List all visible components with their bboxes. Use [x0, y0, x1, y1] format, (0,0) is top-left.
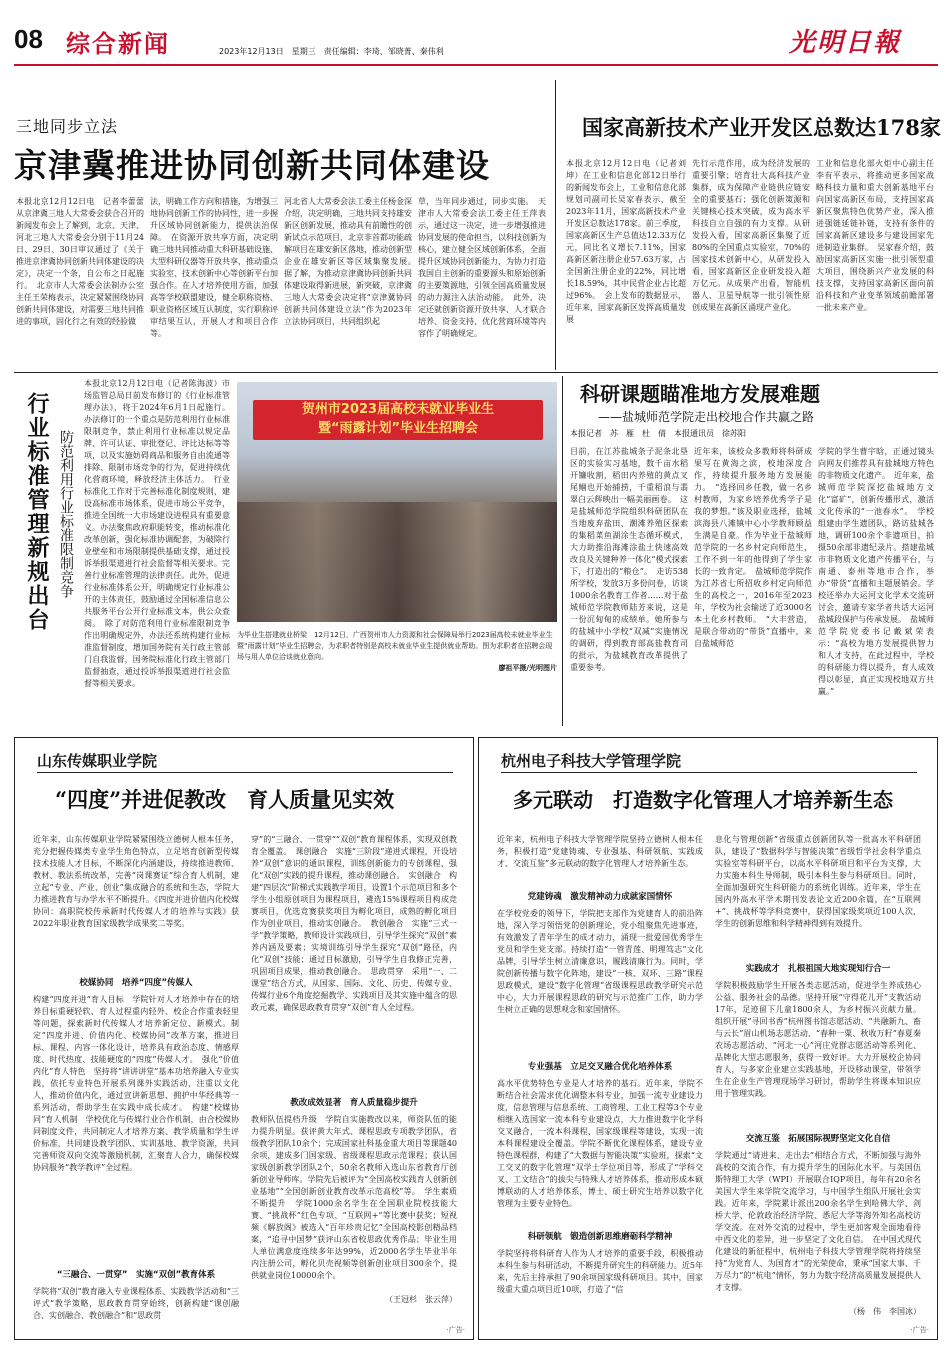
advertorial-subhead: “三融合、一贯穿” 实施“双创”教育体系 — [56, 1270, 216, 1280]
photo-caption-text: 为毕业生搭建就业桥梁 12月12日，广西贺州市人力资源和社会保障局举行2023届高校未就业毕业生暨“雨露计划”毕业生招聘会，为求职者特别是高校未就业毕业生提供就业帮助。图为求职者在招聘会现场与用人单位洽谈就业意向。 — [237, 631, 553, 661]
masthead — [14, 16, 938, 62]
date-line: 2023年12月13日 星期三 责任编辑：李琦、邹晓菁、秦伟利 — [219, 47, 444, 56]
article-headline: 国家高新技术产业开发区总数达178家 — [582, 115, 941, 140]
horizontal-divider — [14, 372, 938, 373]
advertorial-paragraph: 构建“四度并进”育人目标 学院针对人才培养中存在的培养目标重硬轻软、育人过程重内轻外、校企合作重表轻里等问题，探索新时代传媒人才培养新定位、新模式。制定“四度并进、价值内化、校媒协同”改革方案，推进目标、课程、内容一体化设计，培养具有政治态度、情感厚度、时代热度、技能硬度的“四度”传媒人才。 强化“价值内化”育人特色 坚持将“讲讲讲堂”基本功培养融入专业实践，依托专业特色开展系列课外实践活动，注重以文化人，推动价值内化，通过宣讲新思想、拥护中华经典等一系列活动，帮助学生在实践中成长成才。 构建“校媒协同”育人机制 学校优化与传媒行业合作机制，由合校媒协同制度文件，共同制定人才培养方案、教学质量和学生评价标准，共同建设教学团队、实训基地、教学资源，共同完善师资双向交流等激励机制，汇聚育人合力，确保校媒协同服务“教学教评”全过程。 — [33, 995, 239, 1172]
advertorial-col1 — [33, 834, 239, 1330]
advertorial-subhead: 实践成才 扎根祖国大地实现知行合一 — [745, 964, 891, 974]
article-kicker: 三地同步立法 — [16, 117, 119, 136]
advertorial-signature: （杨 伟 李国冰） — [849, 1307, 921, 1316]
photo-banner-line1: 贺州市2023届高校未就业毕业生 — [301, 402, 495, 417]
advertorial-subhead: 教改成效显著 育人质量稳步提升 — [290, 1098, 418, 1108]
article-body-col3: 学院的学生曹宇晗，正通过镜头向网友们推荐具有盐城地方特色的非物质文化遗产。 近年来，盐城师范学院深挖盐城地方文化“富矿”，创新传播形式，激活文化传承的“一池春水”。 学校组建由学生遗团队，路访盐城各地，调研100余个非遗项目，拍摄50余部非遗纪录片。搭建盐城市非物质文化遗产传播平台，与南通、泰州等地市合作，举办“带货”直播和主题展销会。学校还举办大运河文化学术交流研讨会，邀请专家学者共话大运河盐城段保护与传承发展。 盐城师范学院党委书记戴斌荣表示：“高校为地方发展提供智力和人才支持，在此过程中，学校的科研能力得以提升，育人成效得以彰显，真正实现校地双方共赢。” — [818, 447, 934, 696]
advertorial-signature: （王冠杉 张云萍） — [385, 1295, 457, 1304]
advertorial-paragraph: 近年来，杭州电子科技大学管理学院坚持立德树人根本任务，积极打造“党建铸魂、专业强基、科研领航、实践成才、交流互鉴”多元联动的数字化管理人才培养新生态。 — [497, 835, 703, 868]
advertorial-subhead: 党建铸魂 激发精神动力成就家国情怀 — [527, 892, 673, 902]
advertorial-col1 — [497, 834, 703, 1330]
article-body-col1: 本报北京12月12日电（记者刘坤）在工业和信息化部12日举行的新闻发布会上，工业和信息化部规划司副司长吴家春表示，截至2023年11月，国家高新技术产业开发区总数达178家。前三季度，国家高新区生产总值达12.33万亿元，同比名义增长7.11%，国家高新区新注册企业57.63万家，占全国新注册企业的22%，同比增长18.59%，其中民营企业占比超过96%。 会上发布的数据显示，近年来，国家高新区发挥高质量发展 — [566, 159, 686, 324]
advertorial-subhead: 校媒协同 培养“四度”传媒人 — [79, 978, 193, 988]
advertorial-right — [478, 737, 938, 1340]
news-photo — [237, 382, 557, 622]
advertorial-paragraph: 学院积极鼓励学生开展各类志愿活动，促进学生养成热心公益、服务社会的品德。坚持开展“守得花儿开”支教活动17年，足迹留下儿童1800余人，为乡村振兴贡献力量。组织开展“寻回书香”杭州图书馆志愿活动、“共融新九、畜与云长”眉山机场志愿活动、“春种一粟、秋收万籽”春夏秦农场志愿活动、“河北一心”河庄党群志愿活动等系列化、品牌化大型志愿服务，获得一致好评。大力开展校企协同育人，与多家企业建立实践基地，开设移动课堂，带领学生在企业生产管理现场学习研讨，帮助学生将课本知识应用于管理实践。 — [715, 981, 921, 1098]
newspaper-logo: 光明日報 — [789, 28, 902, 58]
advertorial-paragraph: 高水平优势特色专业是人才培养的基石。近年来，学院不断结合社会需求优化调整本科专业，加强一流专业建设力度，信息管理与信息系统、工商管理、工业工程等3个专业相继入选国家一流本科专业建设点，大力推进数字化学科交叉融合，一流本科课程、国家级课程等建设，实现一流本科课程建设全覆盖。学院不断优化课程体系，建设专业特色课程群，构建了“大数据与智能决策”实验班，探索“文工交叉的数字化管理”双学士学位项目等，形成了“学科交叉、工文结合”的拔尖与特殊人才培养体系，推动形成本硕博联动的人才培养体系，博士、硕士研究生培养以数字化管理为主要专业特色。 — [497, 1079, 703, 1208]
advertorial-col2 — [715, 834, 921, 1330]
article-body: 本报北京12月12日电（记者陈海波）市场监管总局日前发布修订的《行业标准管理办法》，将于2024年6月1日起施行。办法修订的一个重点是防范利用行业标准限制竞争，禁止利用行业标准以规定品牌、许可认证、审批登记、评比达标等等项，以及实施妨碍商品和服务自由流通等排除、限制市场竞争的行为，促进持续优化营商环境，释放经济主体活力。 行业标准化工作对于完善标准化制度规则，建设高标准市场体系，促进市场公平竞争，推进全国统一大市场建设进程具有重要意义。办法聚焦政府职能转变，推动标准化改革创新，强化标准协调配套，为破除行业壁垒和市场限制提供基础支撑，通过投诉举报渠道进行社会监督等相关要求。完善行业标准管理的法律责任。此外，促进行业标准体系公开，明确规定行业标准公开的主体责任，鼓励通过全国标准信息公共服务平台公开行业标准文本，供公众查阅。 除了对防范利用行业标准限制竞争作出明确规定外，办法还系统构建行业标准监督制度，增加国务院有关行政主管部门自我监督，国务院标准化行政主管部门监督抽查，通过投诉举报渠道进行社会监督等相关要求。 — [84, 379, 230, 688]
advertorial-paragraph: 穿”的“三融合、一贯穿”“双创”教育课程体系，实现双创教育全覆盖。 课创融合 实施“三阶段”递进式课程，开设培养“双创”意识的通识课程，训练创新能力的专创课程、强化“双创”实践的提升课程，推动课创融合。 实创融合 构建“四层次”阶梯式实践教学项目，设置1个示范项目和多个学生小组原创项目为课程项目，遴选15%课程项目构成竞赛项目，优选竞赛获奖项目为孵化项目，成熟的孵化项目作为创业项目，推动实创融合。 教创融合 实施“三式一学”教学策略，教师设计实践项目，引导学生探究“双创”素养内涵及要素；实境训练引导学生探究“双创”路径，内化“双创”技能；通过目标激励，引导学生自我修正完善，巩固项目成果，推动教创融合。 思政贯穿 采用“一、二课堂”结合方式，从国家、国际、文化、历史、传媒专业、传媒行业6个角度挖掘教学、实践项目及其实施中蕴含的思政元素，确保思政教育贯穿“双创”育人全过程。 — [251, 835, 457, 1012]
article-body-col2: 先行示范作用，成为经济发展的重要引擎；培育壮大高科技产业集群，成为保障产业链供应链安全的重要基石；强化创新策源和关键核心技术突破，成为高水平科技自立自强的有力支撑。从研发投入看，国家高新区集聚了近80%的全国重点实验室，70%的国家技术创新中心，从研发投入看，国家高新区企业研发投入超万亿元。从成果产出看，智能机器人、卫星导航等一批引领性原创成果在高新区涌现产业化。 — [692, 159, 810, 312]
masthead-rule — [14, 64, 938, 66]
photo-banner-line2: 暨“雨露计划”毕业生招聘会 — [317, 421, 479, 436]
advertorial-paragraph: 在学校党委的领导下，学院把支部作为党建育人的前沿阵地，深入学习领悟党的创新理论，党小组聚焦先进事迹，有效激发了青年学生的成才动力，涌现一批爱国优秀学生党员和学生党支部。持续打造“一管青莲、明理笃志”文化品牌，引导学生树立清廉意识，履践清廉行为。同时，学院创新传播与数字化阵地，建设“一核、双环、三路”课程思政模式，建设“数字化管理”省级课程思政教学研究示范中心，大力开展课程思政的研究与示范推广工作，助力学生树立正确的思想观念和家国情怀。 — [497, 909, 703, 1014]
advertorial-subhead: 专业强基 立足交叉融合优化培养体系 — [527, 1062, 673, 1072]
article-body-col3: 河北省人大常委会法工委主任杨金深介绍，决定明确，三地共同支持雄安新区创新发展，推动具有前瞻性的创新试点示范项目，北京非首都功能疏解项目在雄安新区落地，推动创新型企业在雄安新区等区域集聚发展。 据了解，为推动京津冀协同创新共同体建设取得新进展，新突破，京津冀三地人大常委会决定将“京津冀协同创新共同体建设立法”作为2023年立法协同项目，共同组织起 — [284, 197, 420, 326]
advertorial-subhead: 交流互鉴 拓展国际视野坚定文化自信 — [745, 1134, 891, 1144]
advertorial-paragraph: 学院坚持将科研育人作为人才培养的重要手段，积极推动本科生参与科研活动，不断提升研究生的科研能力。近5年来，先后主持承担了90余项国家级科研项目。其中，国家级重大重点项目近10项，打造了“信 — [497, 1249, 703, 1294]
advertorial-school: 杭州电子科技大学管理学院 — [501, 752, 682, 770]
article-headline: 京津冀推进协同创新共同体建设 — [14, 146, 490, 185]
article-vertical-headline: 行业标准管理新规出台 — [24, 392, 50, 632]
advertorial-col2 — [251, 834, 457, 1330]
photo-caption — [237, 630, 557, 726]
article-body-col1: 目前，在江苏盐城条子泥条北垦区的实验实习基地，数千亩水稻开镰收割，稻田内养殖的黄点叉尾鲴也开始捕捞，千重稻浪与翡翠白云辉映出一幅美丽画卷。 这是盐城师范学院组织科研团队在当地废弃盐田、潮滩养殖区探索的集稻菜鱼湖涂生态循环模式，大力助推沿海滩涂盐土快速高效改良及关键种养一体化“模式探索下，打造出的“粮仓”。 走访538所学校，发放3万多份问卷，访谈1000余名教育工作者……对于盐城师范学院教师陆芳来说，这是一份沉甸甸的成绩单。她所参与的盐城中小学校“双减”实施情况的调研，得到教育部高盐教育司的批示，为盐城教育改革提供了重要参考。 — [570, 447, 688, 672]
photo-banner — [253, 400, 543, 440]
article-body-col4: 草，当年同步通过，同步实施。 天津市人大常委会法工委主任王萍表示，通过这一决定，进一步增强推进协同发展的使命担当，以科技创新为核心，建立健全区域创新体系，全面提升区域协同创新能力，为协力打造我国自主创新的重要源头和原始创新的主要策源地，引领全国高质量发展的动力源注入法治动能。 此外，决定还就创新资源开放共享、人才联合培养、资金支持、优化营商环境等内容作了明确规定。 — [418, 197, 546, 338]
article-byline: 本报记者 苏 雁 杜 倩 本报通讯员 徐苏阳 — [570, 429, 746, 438]
article-headline: 科研课题瞄准地方发展难题 — [580, 382, 820, 406]
article-vertical-subtitle: 防范利用行业标准限制竞争 — [58, 430, 74, 598]
article-body-col1: 本报北京12月12日电 记者李蕾蕾 从京津冀三地人大常委会获合召开的新闻发布会上了解到，北京、天津、河北三地人大常委会分别于11月24日、29日、30日审议通过了《关于推进京津冀协同创新共同体建设的决定》，决定一个条，自公布之日起施行。 北京市人大常委会法制办公室主任王荣梅表示，决定紧紧围绕协同创新共同体建设，对需要三地共同推进的事项，固化行之有效的经验做 — [16, 197, 152, 326]
ad-label: ·广告· — [910, 1326, 929, 1334]
advertorial-underline — [501, 772, 917, 773]
advertorial-school: 山东传媒职业学院 — [37, 752, 158, 770]
section-title: 综合新闻 — [66, 30, 170, 58]
advertorial-paragraph: 近年来，山东传媒职业学院紧紧围绕立德树人根本任务，充分把握传媒类专业学生角色特点，立足培育创新型传媒技术技能人才目标，不断深化内涵建设，持续推进教师、教材、教法系统改革，完善“岗课赛证”综合育人机制，建立起“专业、产业、创业”集成融合的系统和生态，学院大力推进教育与办学水平不断提升。《四度并进价值内化校媒协同：高职院校传承新时代传媒人才的培养与实践》获2022年职业教育国家级教学成果奖二等奖。 — [33, 835, 239, 928]
column-divider — [562, 376, 563, 726]
page-number: 08 — [14, 24, 43, 54]
ad-label: ·广告· — [446, 1326, 465, 1334]
article-body-col2: 法，明确工作方向和措施，为增强三地协同创新工作的协同性，进一步握升区域协同创新能力，提供法治保障。 在资源开放共享方面，决定明确三地共同推动重大科研基础设施、大型科研仪器等开放共享，推动重点实验室、技术创新中心等创新平台加强合作。在人才培养使用方面，加强高等学校联盟建设，健全职称资格、职业资格区域互认制度，实行职称评审结果互认，开展人才和项目合作等。 — [150, 197, 278, 338]
article-body-col2: 近年来，该校众多教师将科研成果写在黄海之滨，校地深度合作，持续提升服务地方发展能力。 “选择回乡任教，做一名乡村教师，为家乡培养优秀学子是我的梦想。”该及职业选择，盐城滨海县八滩镇中心小学教师顾益生满是自豪。作为毕业于盐城师范学院的一名乡村定向师范生，工作不到一年的他得到了学生家长的一致肯定。 盐城师范学院作为江苏省七所招收乡村定向师范生的高校之一，2016年至2023年，学校为社会输送了近3000名本土化乡村教师。 “大丰营造，是联合带动的“带货”直播中，来自盐城师范 — [694, 447, 812, 648]
advertorial-headline: “四度”并进促教改 育人质量见实效 — [55, 787, 395, 812]
photo-crowd-shape — [237, 502, 557, 622]
advertorial-paragraph: 学院通过“请进来、走出去”相结合方式，不断加强与海外高校的交流合作，有力提升学生的国际化水平。与美国伍斯特理工大学（WPI）开展联合IQP项目，每年有20余名美国大学生来学院交流学习，与中国学生组队开展社会实践。近年来，学院累计派出200余名学生到哈佛大学、剑桥大学、伦敦政治经济学院、悉尼大学等海外知名高校访学交流。在对外交流的过程中，学生更加客观全面地看待中西文化的差异，进一步坚定了文化自信。 在中国式现代化建设的新征程中，杭州电子科技大学管理学院将持续坚持“为党育人、为国育才”的光荣使命，秉承“国家大事、千万尽力”的“杭电”情怀，努力为数字经济高质量发展提供人才支撑。 — [715, 1151, 921, 1292]
advertorial-underline — [37, 772, 453, 773]
advertorial-paragraph: 学院将“双创”教育融入专业课程体系、实践教学活动和“三评式”教学策略，思政教育贯穿始终，创新构建“课创融合、实创融合、教创融合”和“思政贯 — [33, 1287, 239, 1320]
column-divider — [555, 80, 556, 370]
advertorial-left — [14, 737, 474, 1340]
article-subtitle: ——盐城师范学院走出校地合作共赢之路 — [598, 410, 815, 424]
advertorial-subhead: 科研领航 锻造创新思维磨砺科学精神 — [527, 1232, 673, 1242]
advertorial-headline: 多元联动 打造数字化管理人才培养新生态 — [513, 788, 893, 812]
advertorial-paragraph: 教师队伍提档升级 学院自实施教改以来，师资队伍的能力提升明显。获评黄大年式、课程思政专项教学团队，省级教学团队10余个；完成国家社科基金重大项目等课题40余项，建成多门国家级、省级课程思政示范课程；获认国家级创新教学团队2个，50余名教师入选山东省教育厅创新创业导师库。学院先后被评为“全国高校实践育人创新创业基地”“全国创新创业教育改革示范高校”等。 学生素质不断提升 学院1000余名学生在全国职业院校技能大赛、“挑战杯”红色专项、“互联网+”等比赛中获奖；短视频《解放阁》被选入“百年珍贵记忆”全国高校影创精品档案，“追寻中国梦”获评山东省校思政优秀作品；毕业生用人单位满意度连续多年达99%，近2000名学生毕业半年内注册公司，孵化贝壳视频等创新创业项目300余个，提供就业岗位10000余个。 — [251, 1115, 457, 1280]
photo-credit: 廖祖平摄/光明图片 — [498, 664, 557, 672]
article-body-col3: 工业和信息化部火炬中心副主任李有平表示，将推动更多国家战略科技力量和重大创新基地平台向国家高新区布局，支持国家高新区聚焦特色优势产业，深入推进强链延链补链，支持有条件的国家高新区建设多与建设国家先进制造业集群。 吴家春介绍，鼓励国家高新区实施一批引领型重大项目，围绕新兴产业发展的科技支撑，支持国家高新区面向前沿科技和产业变革领域前瞻部署一批未来产业。 — [816, 159, 934, 312]
advertorial-paragraph: 息化与管理创新”省级重点创新团队等一批高水平科研团队，建设了“数据科学与智能决策”省级哲学社会科学重点实验室等科研平台，以高水平科研项目和平台为支撑，大力实施本科生导师制，吸引本科生参与科研项目。同时，全面加强研究生科研能力的系统化训练。近年来，学生在国内外高水平学术期刊发表论文近200余篇，在“互联网+”、挑战杯等学科竞赛中，获得国家级奖项近100人次，学生的创新思维和科学精神得到有效提升。 — [715, 835, 921, 928]
